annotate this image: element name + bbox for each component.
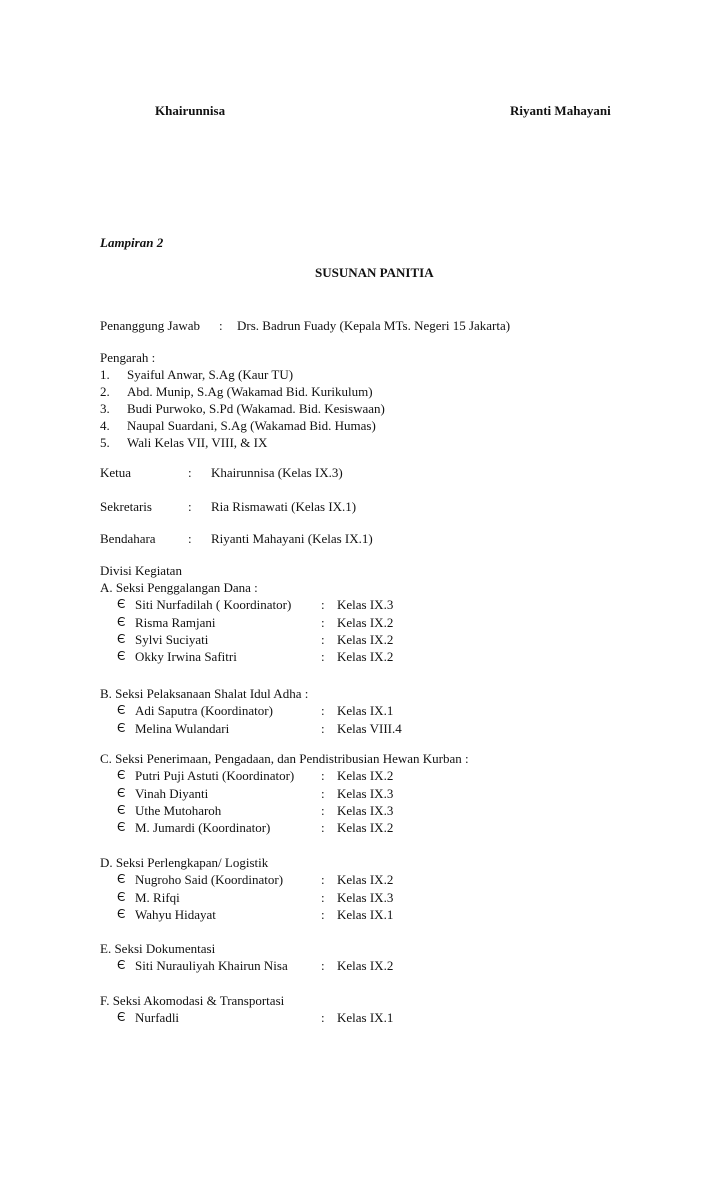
section-title: E. Seksi Dokumentasi (100, 941, 216, 956)
bullet-icon: Є (117, 1010, 126, 1024)
bullet-icon: Є (117, 786, 126, 800)
member-colon: : (321, 890, 325, 905)
member-class: Kelas IX.3 (337, 597, 394, 612)
section-title: C. Seksi Penerimaan, Pengadaan, dan Pendistribusian Hewan Kurban : (100, 751, 469, 766)
officer-value-bendahara: Riyanti Mahayani (Kelas IX.1) (211, 531, 373, 546)
member-colon: : (321, 632, 325, 647)
member-name: Nurfadli (135, 1010, 180, 1025)
penanggung-jawab-label: Penanggung Jawab (100, 318, 201, 333)
document-title: SUSUNAN PANITIA (315, 265, 434, 280)
member-name: M. Jumardi (Koordinator) (135, 820, 271, 835)
member-name: Adi Saputra (Koordinator) (135, 703, 273, 718)
member-name: Siti Nurfadilah ( Koordinator) (135, 597, 292, 612)
pengarah-item-number: 2. (100, 384, 110, 399)
bullet-icon: Є (117, 615, 126, 629)
member-name: M. Rifqi (135, 890, 180, 905)
officer-colon: : (188, 531, 192, 546)
pengarah-item-text: Wali Kelas VII, VIII, & IX (127, 435, 268, 450)
member-name: Vinah Diyanti (135, 786, 209, 801)
member-class: Kelas IX.3 (337, 786, 394, 801)
bullet-icon: Є (117, 890, 126, 904)
member-colon: : (321, 803, 325, 818)
member-colon: : (321, 703, 325, 718)
pengarah-item-text: Syaiful Anwar, S.Ag (Kaur TU) (127, 367, 294, 382)
member-name: Sylvi Suciyati (135, 632, 209, 647)
penanggung-jawab-value: Drs. Badrun Fuady (Kepala MTs. Negeri 15 Jakarta) (237, 318, 511, 333)
bullet-icon: Є (117, 768, 126, 782)
member-colon: : (321, 615, 325, 630)
officer-colon: : (188, 499, 192, 514)
pengarah-item-number: 4. (100, 418, 110, 433)
member-class: Kelas IX.2 (337, 649, 394, 664)
penanggung-jawab-colon: : (219, 318, 223, 333)
section-title: F. Seksi Akomodasi & Transportasi (100, 993, 285, 1008)
member-colon: : (321, 649, 325, 664)
member-class: Kelas IX.2 (337, 958, 394, 973)
member-class: Kelas IX.1 (337, 703, 394, 718)
member-colon: : (321, 597, 325, 612)
member-class: Kelas IX.2 (337, 820, 394, 835)
bullet-icon: Є (117, 632, 126, 646)
member-class: Kelas IX.1 (337, 1010, 394, 1025)
officer-label-ketua: Ketua (100, 465, 132, 480)
officer-label-bendahara: Bendahara (100, 531, 156, 546)
member-colon: : (321, 820, 325, 835)
member-class: Kelas IX.2 (337, 632, 394, 647)
bullet-icon: Є (117, 703, 126, 717)
member-name: Putri Puji Astuti (Koordinator) (135, 768, 295, 783)
member-name: Uthe Mutoharoh (135, 803, 222, 818)
pengarah-label: Pengarah : (100, 350, 156, 365)
pengarah-item-text: Abd. Munip, S.Ag (Wakamad Bid. Kurikulum) (127, 384, 373, 399)
bullet-icon: Є (117, 721, 126, 735)
section-title: A. Seksi Penggalangan Dana : (100, 580, 258, 595)
pengarah-item-number: 5. (100, 435, 110, 450)
signature-name-left: Khairunnisa (155, 103, 226, 118)
member-colon: : (321, 958, 325, 973)
member-class: Kelas IX.2 (337, 615, 394, 630)
officer-label-sekretaris: Sekretaris (100, 499, 152, 514)
member-name: Siti Nurauliyah Khairun Nisa (135, 958, 288, 973)
member-colon: : (321, 768, 325, 783)
member-name: Wahyu Hidayat (135, 907, 216, 922)
member-class: Kelas IX.1 (337, 907, 394, 922)
bullet-icon: Є (117, 649, 126, 663)
bullet-icon: Є (117, 958, 126, 972)
member-name: Risma Ramjani (135, 615, 216, 630)
member-name: Okky Irwina Safitri (135, 649, 237, 664)
member-class: Kelas IX.3 (337, 890, 394, 905)
member-colon: : (321, 1010, 325, 1025)
divisi-heading: Divisi Kegiatan (100, 563, 182, 578)
member-colon: : (321, 786, 325, 801)
member-colon: : (321, 907, 325, 922)
bullet-icon: Є (117, 872, 126, 886)
officer-colon: : (188, 465, 192, 480)
bullet-icon: Є (117, 820, 126, 834)
pengarah-item-number: 1. (100, 367, 110, 382)
bullet-icon: Є (117, 803, 126, 817)
bullet-icon: Є (117, 907, 126, 921)
signature-name-right: Riyanti Mahayani (510, 103, 611, 118)
pengarah-item-text: Naupal Suardani, S.Ag (Wakamad Bid. Humas) (127, 418, 376, 433)
member-name: Melina Wulandari (135, 721, 230, 736)
member-class: Kelas IX.2 (337, 768, 394, 783)
member-class: Kelas IX.2 (337, 872, 394, 887)
officer-value-sekretaris: Ria Rismawati (Kelas IX.1) (211, 499, 357, 514)
pengarah-item-number: 3. (100, 401, 110, 416)
member-colon: : (321, 721, 325, 736)
member-name: Nugroho Said (Koordinator) (135, 872, 284, 887)
officer-value-ketua: Khairunnisa (Kelas IX.3) (211, 465, 343, 480)
pengarah-item-text: Budi Purwoko, S.Pd (Wakamad. Bid. Kesiswaan) (127, 401, 385, 416)
section-title: B. Seksi Pelaksanaan Shalat Idul Adha : (100, 686, 309, 701)
member-class: Kelas IX.3 (337, 803, 394, 818)
member-class: Kelas VIII.4 (337, 721, 402, 736)
section-title: D. Seksi Perlengkapan/ Logistik (100, 855, 269, 870)
attachment-label: Lampiran 2 (100, 235, 164, 250)
bullet-icon: Є (117, 597, 126, 611)
member-colon: : (321, 872, 325, 887)
